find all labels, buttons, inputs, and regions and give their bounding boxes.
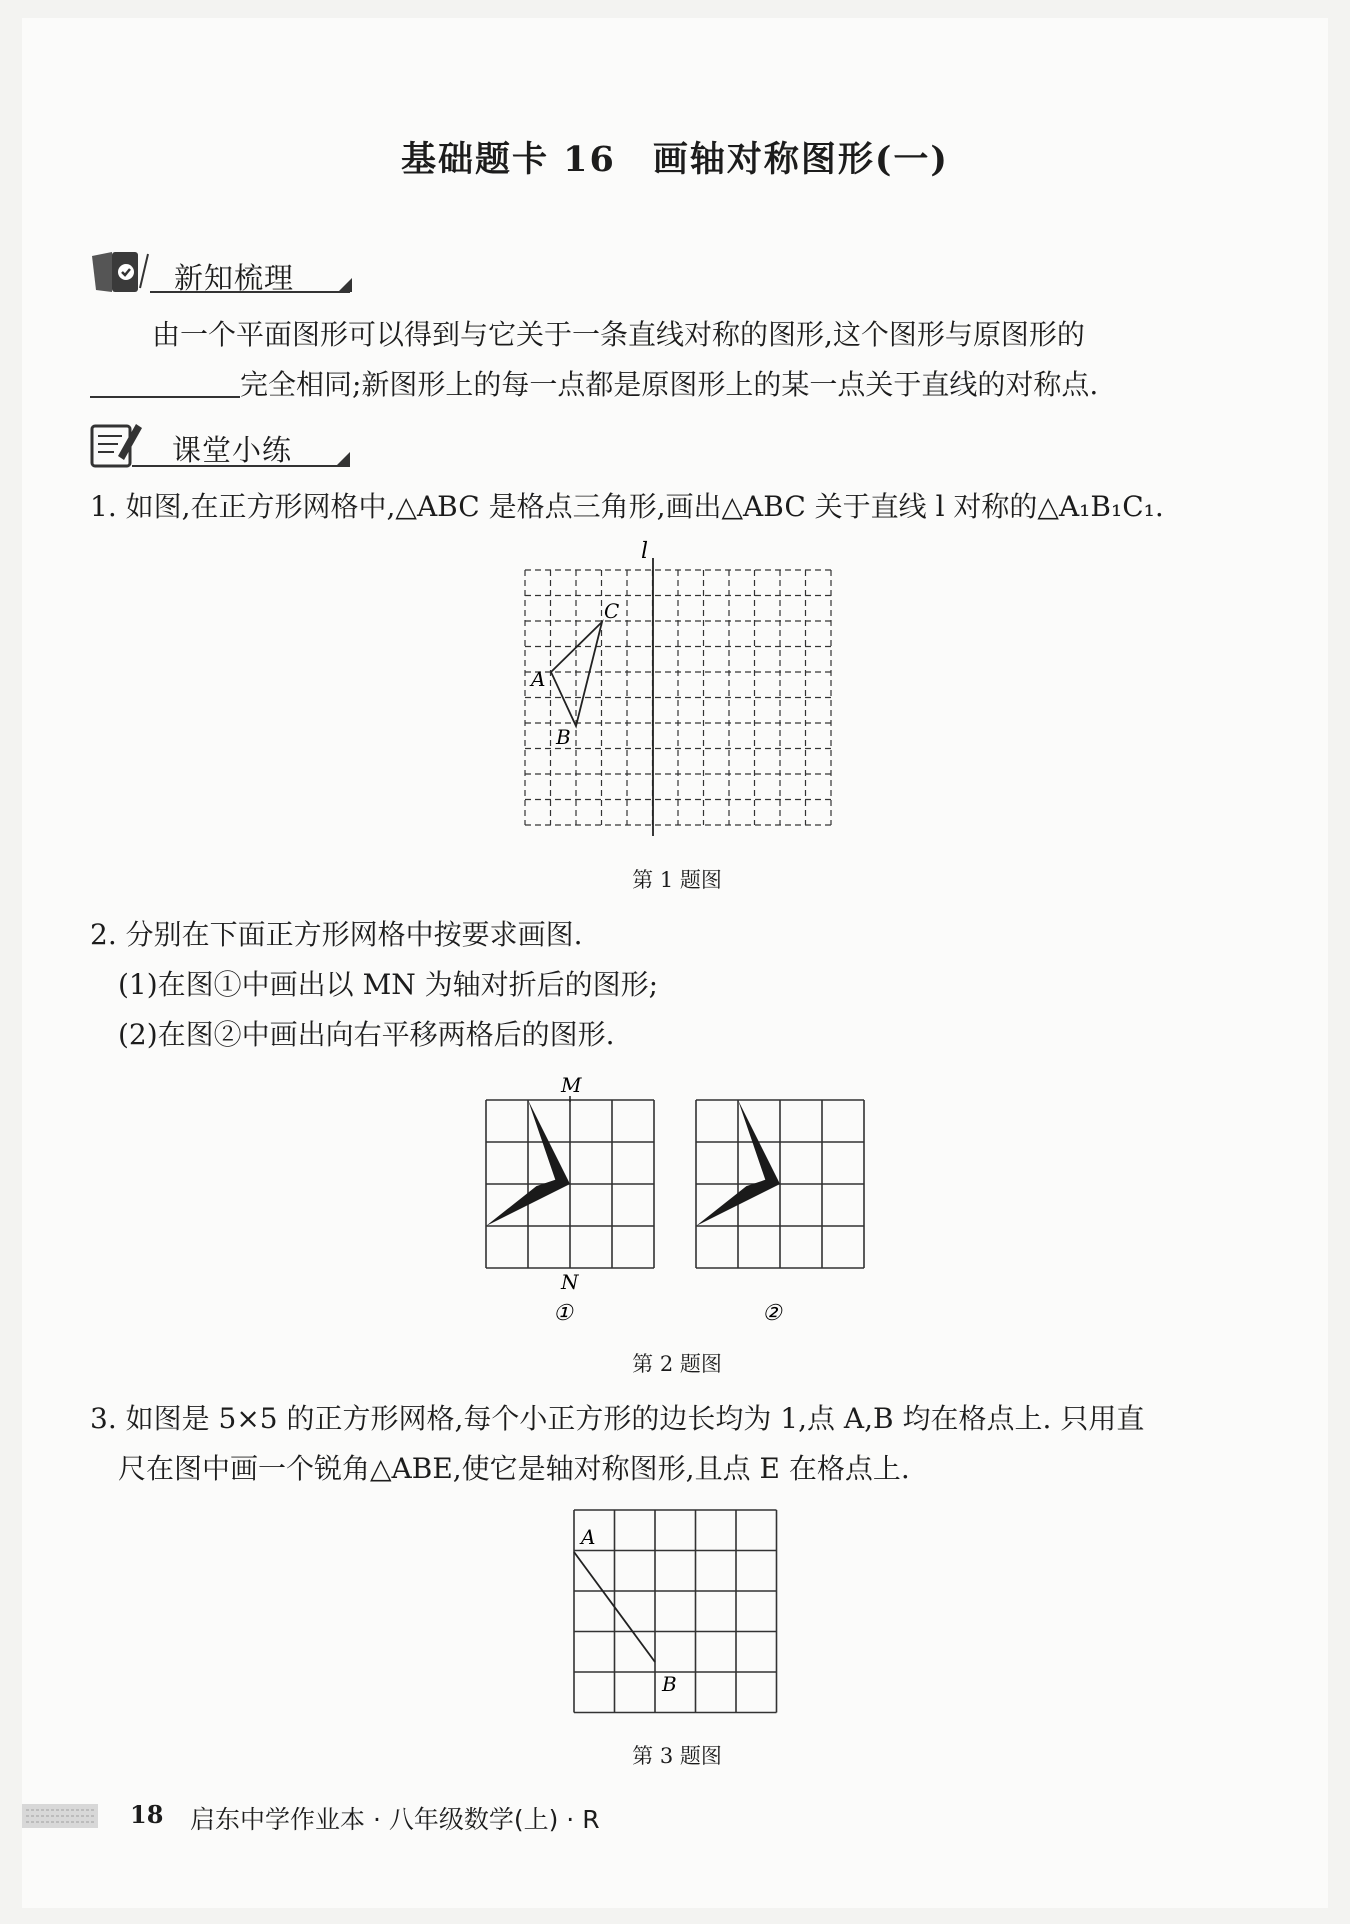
point-label-b: B (662, 1672, 677, 1696)
question-1-caption: 第 1 题图 (632, 868, 722, 892)
vertex-label-b: B (556, 725, 571, 749)
question-2-text: 2. 分别在下面正方形网格中按要求画图. (90, 918, 583, 951)
knowledge-text-line2-wrap (90, 360, 1098, 410)
section-header-practice (88, 420, 358, 476)
line-label-l: l (641, 539, 649, 564)
question-1-text: 1. 如图,在正方形网格中,△ABC 是格点三角形,画出△ABC 关于直线 l 对称的△A₁B₁C₁. (90, 490, 1164, 523)
axis-label-m: M (561, 1073, 582, 1097)
question-2-sub1: (1)在图①中画出以 MN 为轴对折后的图形; (118, 968, 659, 1001)
axis-label-n: N (561, 1270, 579, 1294)
fill-in-blank[interactable] (90, 366, 240, 398)
section-header-knowledge (90, 248, 360, 304)
point-label-a: A (581, 1525, 596, 1549)
figure-1-label: ① (553, 1301, 573, 1326)
figure-2-label: ② (762, 1301, 782, 1326)
section-label-practice: 课堂小练 (172, 433, 293, 467)
vertex-label-c: C (604, 599, 620, 623)
question-2-caption: 第 2 题图 (632, 1352, 722, 1376)
page-number: 18 (130, 1800, 164, 1829)
question-2-figure (470, 1070, 890, 1330)
section-label-knowledge: 新知梳理 (174, 261, 295, 295)
question-3-text-line2: 尺在图中画一个锐角△ABE,使它是轴对称图形,且点 E 在格点上. (118, 1452, 910, 1485)
knowledge-text-line2: 完全相同;新图形上的每一点都是原图形上的某一点关于直线的对称点. (240, 368, 1099, 401)
book-title-footer: 启东中学作业本 · 八年级数学(上) · R (190, 1805, 600, 1834)
barcode-texture-icon (22, 1804, 98, 1828)
dashed-grid (525, 570, 831, 825)
question-2-sub2: (2)在图②中画出向右平移两格后的图形. (118, 1018, 615, 1051)
question-1-figure (500, 536, 860, 836)
question-3-text-line1: 3. 如图是 5×5 的正方形网格,每个小正方形的边长均为 1,点 A,B 均在格点上. 只用直 (90, 1402, 1145, 1435)
question-3-figure (570, 1506, 780, 1716)
question-3-caption: 第 3 题图 (632, 1744, 722, 1768)
knowledge-text-line1: 由一个平面图形可以得到与它关于一条直线对称的图形,这个图形与原图形的 (152, 318, 1085, 351)
vertex-label-a: A (531, 667, 546, 691)
page-title: 基础题卡 16 画轴对称图形(一) (400, 139, 949, 180)
